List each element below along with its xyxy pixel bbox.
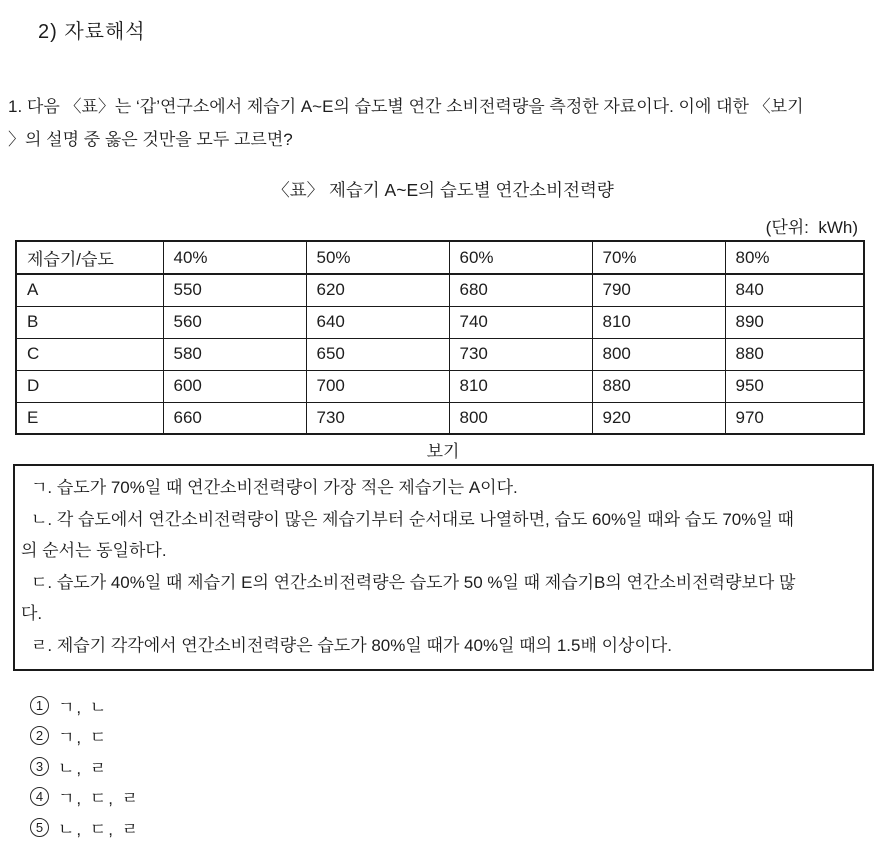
table-cell: 700 bbox=[306, 370, 449, 402]
question-line-1: 1. 다음 〈표〉는 ‘갑’연구소에서 제습기 A~E의 습도별 연간 소비전력량을 측정한 자료이다. 이에 대한 〈보기 bbox=[8, 97, 804, 116]
table-cell: 840 bbox=[725, 274, 864, 306]
table-cell: 730 bbox=[306, 402, 449, 434]
table-cell: 620 bbox=[306, 274, 449, 306]
option-2-text: ㄱ, ㄷ bbox=[58, 728, 109, 748]
table-header-cell: 제습기/습도 bbox=[16, 241, 163, 274]
table-cell: 970 bbox=[725, 402, 864, 434]
table-header-cell: 40% bbox=[163, 241, 306, 274]
option-2[interactable] bbox=[30, 721, 140, 752]
option-3[interactable] bbox=[30, 751, 140, 782]
table-cell: 810 bbox=[592, 306, 725, 338]
section-heading: 2) 자료해석 bbox=[38, 21, 146, 43]
table-cell: 810 bbox=[449, 370, 592, 402]
table-header bbox=[16, 241, 864, 274]
table-cell: 580 bbox=[163, 338, 306, 370]
option-1[interactable] bbox=[30, 690, 140, 721]
table-cell: 740 bbox=[449, 306, 592, 338]
option-3-number-icon: 3 bbox=[30, 757, 49, 776]
bogi-item-line: ㄱ. 습도가 70%일 때 연간소비전력량이 가장 적은 제습기는 A이다. bbox=[31, 478, 518, 497]
table-row bbox=[16, 306, 864, 338]
table-cell: 680 bbox=[449, 274, 592, 306]
option-5[interactable] bbox=[30, 812, 140, 843]
option-4-number-icon: 4 bbox=[30, 787, 49, 806]
table-row bbox=[16, 338, 864, 370]
table-unit-label: (단위: kWh) bbox=[765, 218, 858, 237]
table-body bbox=[16, 274, 864, 434]
table-header-cell: 60% bbox=[449, 241, 592, 274]
table-cell: 550 bbox=[163, 274, 306, 306]
option-1-number-icon: 1 bbox=[30, 696, 49, 715]
bogi-item-line: 다. bbox=[21, 604, 43, 623]
table-cell: 560 bbox=[163, 306, 306, 338]
table-header-cell: 70% bbox=[592, 241, 725, 274]
table-title: 〈표〉 제습기 A~E의 습도별 연간소비전력량 bbox=[272, 180, 614, 200]
table-cell: 880 bbox=[592, 370, 725, 402]
table-row bbox=[16, 370, 864, 402]
table-cell: 640 bbox=[306, 306, 449, 338]
table-cell: 600 bbox=[163, 370, 306, 402]
question-text bbox=[8, 90, 880, 156]
option-1-text: ㄱ, ㄴ bbox=[58, 697, 109, 717]
row-label: D bbox=[16, 370, 163, 402]
bogi-item-line: 의 순서는 동일하다. bbox=[21, 541, 167, 560]
bogi-item-line: ㄴ. 각 습도에서 연간소비전력량이 많은 제습기부터 순서대로 나열하면, 습도 60%일 때와 습도 70%일 때 bbox=[31, 509, 794, 529]
option-4[interactable] bbox=[30, 782, 140, 813]
data-table bbox=[15, 240, 865, 435]
table-cell: 890 bbox=[725, 306, 864, 338]
question-line-2: 〉의 설명 중 옳은 것만을 모두 고르면? bbox=[8, 130, 293, 149]
row-label: B bbox=[16, 306, 163, 338]
table-cell: 660 bbox=[163, 402, 306, 434]
bogi-item-line: ㄷ. 습도가 40%일 때 제습기 E의 연간소비전력량은 습도가 50 %일 때 제습기B의 연간소비전력량보다 많 bbox=[31, 572, 796, 592]
table-header-row bbox=[16, 241, 864, 274]
row-label: C bbox=[16, 338, 163, 370]
table-cell: 800 bbox=[449, 402, 592, 434]
table-cell: 800 bbox=[592, 338, 725, 370]
table-cell: 950 bbox=[725, 370, 864, 402]
option-4-text: ㄱ, ㄷ, ㄹ bbox=[58, 789, 141, 809]
table-header-cell: 80% bbox=[725, 241, 864, 274]
table-cell: 790 bbox=[592, 274, 725, 306]
table-cell: 880 bbox=[725, 338, 864, 370]
table-cell: 650 bbox=[306, 338, 449, 370]
row-label: A bbox=[16, 274, 163, 306]
table-row bbox=[16, 274, 864, 306]
table-header-cell: 50% bbox=[306, 241, 449, 274]
option-3-text: ㄴ, ㄹ bbox=[58, 758, 109, 778]
table-row bbox=[16, 402, 864, 434]
bogi-item-line: ㄹ. 제습기 각각에서 연간소비전력량은 습도가 80%일 때가 40%일 때의 1.5배 이상이다. bbox=[31, 635, 673, 655]
table-cell: 920 bbox=[592, 402, 725, 434]
answer-options bbox=[30, 690, 140, 843]
row-label: E bbox=[16, 402, 163, 434]
table-cell: 730 bbox=[449, 338, 592, 370]
bogi-box bbox=[13, 464, 874, 671]
option-5-text: ㄴ, ㄷ, ㄹ bbox=[58, 819, 141, 839]
bogi-label: 보기 bbox=[426, 442, 460, 461]
option-5-number-icon: 5 bbox=[30, 818, 49, 837]
option-2-number-icon: 2 bbox=[30, 726, 49, 745]
